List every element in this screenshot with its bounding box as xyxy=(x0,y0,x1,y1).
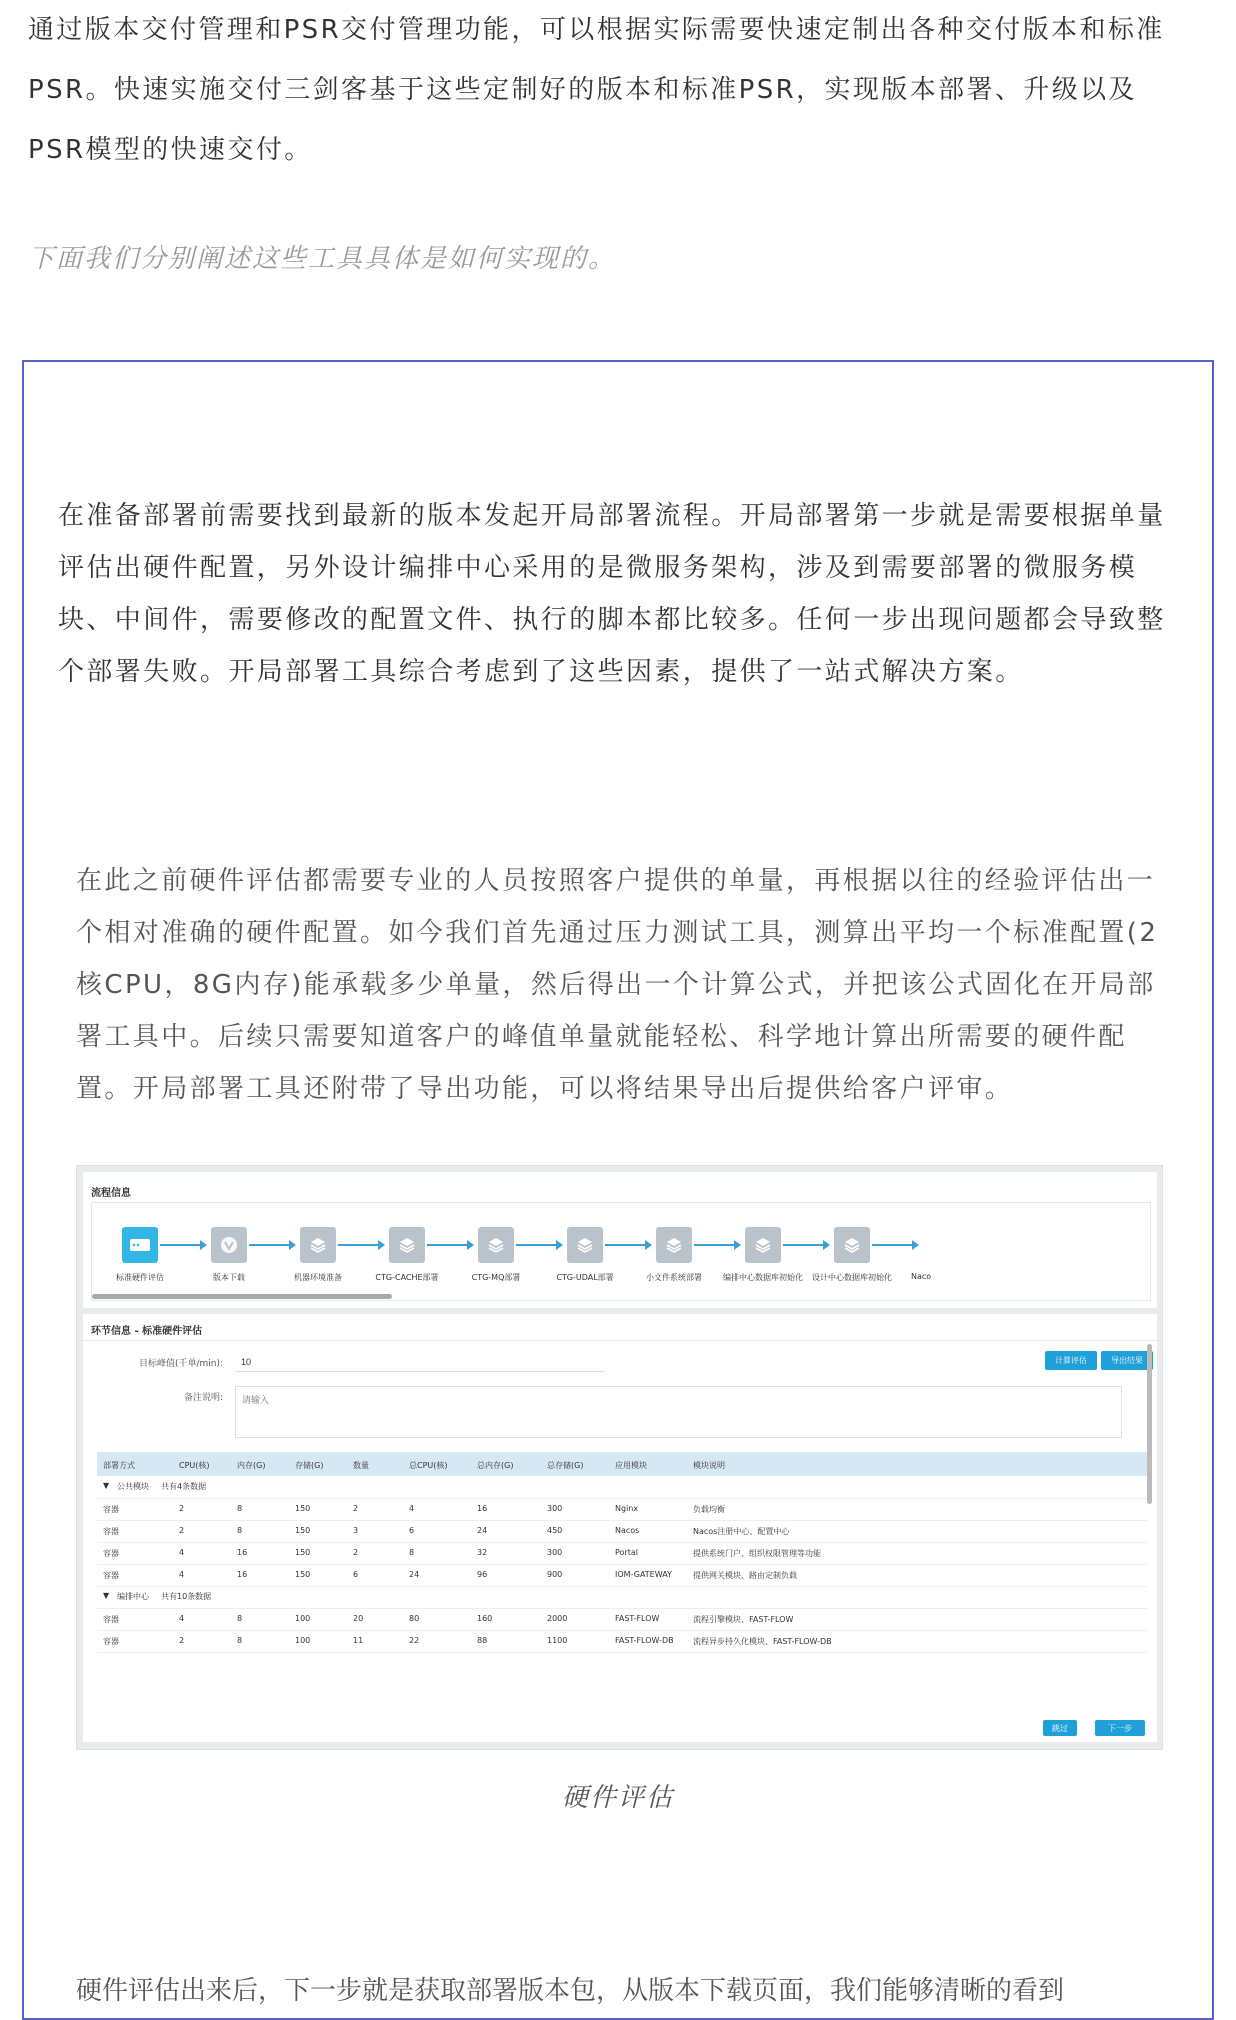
table-cell: Nacos注册中心、配置中心 xyxy=(693,1527,790,1536)
group-name: 公共模块 xyxy=(117,1482,149,1491)
intro-line: PSR。快速实施交付三剑客基于这些定制好的版本和标准PSR，实现版本部署、升级以及 xyxy=(28,75,1137,105)
table-cell: 8 xyxy=(237,1504,243,1513)
table-cell: FAST-FLOW-DB xyxy=(615,1636,674,1645)
paragraph-line: 块、中间件，需要修改的配置文件、执行的脚本都比较多。任何一步出现问题都会导致整 xyxy=(58,605,1166,635)
table-row xyxy=(97,1498,1147,1521)
intro-line: 通过版本交付管理和PSR交付管理功能，可以根据实际需要快速定制出各种交付版本和标准 xyxy=(28,15,1165,45)
table-cell: 1100 xyxy=(547,1636,568,1645)
layers-icon[interactable] xyxy=(389,1227,425,1263)
column-header: 总存储(G) xyxy=(547,1461,584,1470)
table-header xyxy=(97,1452,1147,1476)
group-row[interactable] xyxy=(97,1586,1147,1609)
table-cell: 300 xyxy=(547,1548,563,1557)
table-cell: 88 xyxy=(477,1636,488,1645)
paragraph-line: 署工具中。后续只需要知道客户的峰值单量就能轻松、科学地计算出所需要的硬件配 xyxy=(76,1022,1127,1052)
hardware-table xyxy=(97,1452,1147,1712)
table-cell: 22 xyxy=(409,1636,420,1645)
column-header: 数量 xyxy=(353,1461,369,1470)
table-cell: 容器 xyxy=(103,1571,119,1580)
group-row[interactable] xyxy=(97,1476,1147,1499)
table-row xyxy=(97,1520,1147,1543)
expand-icon[interactable]: ▼ xyxy=(103,1591,110,1600)
table-cell: 900 xyxy=(547,1570,563,1579)
table-cell: IOM-GATEWAY xyxy=(615,1570,672,1579)
group-name: 编排中心 xyxy=(117,1592,149,1601)
flow-arrow xyxy=(427,1244,472,1246)
table-cell: 4 xyxy=(179,1548,185,1557)
table-cell: 8 xyxy=(237,1636,243,1645)
layers-icon[interactable] xyxy=(300,1227,336,1263)
table-cell: 2 xyxy=(179,1636,185,1645)
intro-note: 下面我们分别阐述这些工具具体是如何实现的。 xyxy=(28,244,617,274)
table-cell: 16 xyxy=(477,1504,488,1513)
table-cell: 容器 xyxy=(103,1615,119,1624)
table-row xyxy=(97,1542,1147,1565)
table-cell: 8 xyxy=(409,1548,415,1557)
hardware-icon[interactable] xyxy=(122,1227,158,1263)
table-row xyxy=(97,1630,1147,1653)
paragraph-line: 在此之前硬件评估都需要专业的人员按照客户提供的单量，再根据以往的经验评估出一 xyxy=(76,866,1156,896)
skip-button[interactable]: 跳过 xyxy=(1043,1720,1077,1736)
table-cell: 2 xyxy=(179,1504,185,1513)
vertical-scrollbar[interactable] xyxy=(1147,1344,1152,1504)
table-cell: 负载均衡 xyxy=(693,1505,725,1514)
layers-icon[interactable] xyxy=(478,1227,514,1263)
remark-input[interactable] xyxy=(235,1386,1122,1438)
table-cell: 3 xyxy=(353,1526,359,1535)
intro-paragraph xyxy=(28,0,1208,180)
flow-step-label: 编排中心数据库初始化 xyxy=(723,1273,803,1282)
table-cell: 150 xyxy=(295,1570,311,1579)
paragraph-line: 评估出硬件配置，另外设计编排中心采用的是微服务架构，涉及到需要部署的微服务模 xyxy=(58,553,1138,583)
layers-icon[interactable] xyxy=(834,1227,870,1263)
flow-steps xyxy=(91,1202,1151,1301)
table-cell: Portal xyxy=(615,1548,638,1557)
vue-icon[interactable] xyxy=(211,1227,247,1263)
paragraph-line: 在准备部署前需要找到最新的版本发起开局部署流程。开局部署第一步就是需要根据单量 xyxy=(58,501,1166,531)
column-header: 内存(G) xyxy=(237,1461,266,1470)
target-label: 目标峰值(千单/min): xyxy=(138,1359,223,1369)
table-cell: 16 xyxy=(237,1570,248,1579)
table-cell: 4 xyxy=(179,1614,185,1623)
env-panel xyxy=(83,1314,1157,1742)
figure-caption: 硬件评估 xyxy=(561,1783,674,1813)
table-cell: 150 xyxy=(295,1504,311,1513)
target-peak-input[interactable] xyxy=(235,1352,605,1372)
flow-step-label: CTG-CACHE部署 xyxy=(375,1273,439,1282)
table-cell: 150 xyxy=(295,1548,311,1557)
table-cell: 6 xyxy=(409,1526,415,1535)
flow-arrow xyxy=(783,1244,828,1246)
paragraph-line: 核CPU，8G内存)能承载多少单量，然后得出一个计算公式，并把该公式固化在开局部 xyxy=(76,970,1156,1000)
column-header: 模块说明 xyxy=(693,1461,725,1470)
flow-panel xyxy=(83,1172,1157,1308)
table-cell: 2 xyxy=(179,1526,185,1535)
table-cell: 容器 xyxy=(103,1505,119,1514)
table-cell: 80 xyxy=(409,1614,420,1623)
paragraph-hardware-eval xyxy=(76,855,1176,1115)
layers-icon[interactable] xyxy=(567,1227,603,1263)
table-cell: 8 xyxy=(237,1614,243,1623)
expand-icon[interactable]: ▼ xyxy=(103,1481,110,1490)
table-cell: 24 xyxy=(409,1570,420,1579)
table-cell: 容器 xyxy=(103,1549,119,1558)
paragraph-line: 个相对准确的硬件配置。如今我们首先通过压力测试工具，测算出平均一个标准配置(2 xyxy=(76,918,1159,948)
flow-title: 流程信息 xyxy=(91,1188,131,1199)
table-row xyxy=(97,1564,1147,1587)
column-header: CPU(核) xyxy=(179,1461,210,1470)
table-cell: 160 xyxy=(477,1614,493,1623)
table-cell: Nacos xyxy=(615,1526,640,1535)
flow-arrow xyxy=(160,1244,205,1246)
intro-line: PSR模型的快速交付。 xyxy=(28,135,313,165)
flow-step-label: 机器环境准备 xyxy=(294,1273,342,1282)
divider xyxy=(83,1340,1157,1341)
remark-label: 备注说明: xyxy=(183,1393,223,1403)
flow-step-label: 小文件系统部署 xyxy=(646,1273,702,1282)
column-header: 总内存(G) xyxy=(477,1461,514,1470)
flow-step-label: CTG-MQ部署 xyxy=(471,1273,521,1282)
table-cell: 24 xyxy=(477,1526,488,1535)
flow-scrollbar[interactable] xyxy=(92,1294,392,1299)
table-cell: 容器 xyxy=(103,1637,119,1646)
table-cell: 8 xyxy=(237,1526,243,1535)
table-cell: 提供系统门户、组织权限管理等功能 xyxy=(693,1549,821,1558)
env-title: 环节信息 - 标准硬件评估 xyxy=(91,1326,203,1337)
table-cell: 2000 xyxy=(547,1614,568,1623)
flow-step-label: CTG-UDAL部署 xyxy=(556,1273,614,1282)
group-count: 共有10条数据 xyxy=(161,1592,212,1601)
table-cell: 流程异步持久化模块、FAST-FLOW-DB xyxy=(693,1637,832,1646)
table-cell: 20 xyxy=(353,1614,364,1623)
paragraph-next: 硬件评估出来后，下一步就是获取部署版本包，从版本下载页面，我们能够清晰的看到 xyxy=(76,1976,1065,2006)
table-cell: 4 xyxy=(179,1570,185,1579)
table-cell: 6 xyxy=(353,1570,359,1579)
table-cell: 96 xyxy=(477,1570,488,1579)
column-header: 应用模块 xyxy=(615,1461,647,1470)
layers-icon[interactable] xyxy=(745,1227,781,1263)
layers-icon[interactable] xyxy=(656,1227,692,1263)
flow-arrow xyxy=(872,1244,917,1246)
table-cell: 2 xyxy=(353,1548,359,1557)
column-header: 存储(G) xyxy=(295,1461,324,1470)
flow-arrow xyxy=(516,1244,561,1246)
table-cell: 150 xyxy=(295,1526,311,1535)
table-cell: 容器 xyxy=(103,1527,119,1536)
table-cell: 2 xyxy=(353,1504,359,1513)
flow-arrow xyxy=(338,1244,383,1246)
column-header: 总CPU(核) xyxy=(409,1461,448,1470)
table-cell: 32 xyxy=(477,1548,488,1557)
table-cell: 100 xyxy=(295,1614,311,1623)
flow-step-label: 版本下载 xyxy=(213,1273,245,1282)
table-cell: 450 xyxy=(547,1526,563,1535)
table-cell: 4 xyxy=(409,1504,415,1513)
table-row xyxy=(97,1608,1147,1631)
column-header: 部署方式 xyxy=(103,1461,135,1470)
table-cell: 提供网关模块、路由定制负载 xyxy=(693,1571,797,1580)
flow-step-label: Naco xyxy=(911,1272,932,1281)
table-cell: FAST-FLOW xyxy=(615,1614,660,1623)
table-cell: 16 xyxy=(237,1548,248,1557)
flow-step-label: 标准硬件评估 xyxy=(116,1273,164,1282)
group-count: 共有4条数据 xyxy=(161,1482,207,1491)
calculate-button[interactable]: 计算评估 xyxy=(1045,1351,1097,1370)
paragraph-deploy-process xyxy=(58,490,1188,698)
table-cell: 100 xyxy=(295,1636,311,1645)
paragraph-line: 个部署失败。开局部署工具综合考虑到了这些因素，提供了一站式解决方案。 xyxy=(58,657,1024,687)
table-cell: 300 xyxy=(547,1504,563,1513)
hardware-eval-screenshot xyxy=(76,1165,1163,1750)
flow-arrow xyxy=(605,1244,650,1246)
table-cell: 11 xyxy=(353,1636,364,1645)
export-button[interactable]: 导出结果 xyxy=(1101,1351,1153,1370)
table-cell: Nginx xyxy=(615,1504,639,1513)
flow-arrow xyxy=(694,1244,739,1246)
next-step-button[interactable]: 下一步 xyxy=(1095,1720,1145,1736)
table-cell: 流程引擎模块、FAST-FLOW xyxy=(693,1615,794,1624)
paragraph-line: 置。开局部署工具还附带了导出功能，可以将结果导出后提供给客户评审。 xyxy=(76,1074,1014,1104)
flow-arrow xyxy=(249,1244,294,1246)
flow-step-label: 设计中心数据库初始化 xyxy=(812,1273,892,1282)
